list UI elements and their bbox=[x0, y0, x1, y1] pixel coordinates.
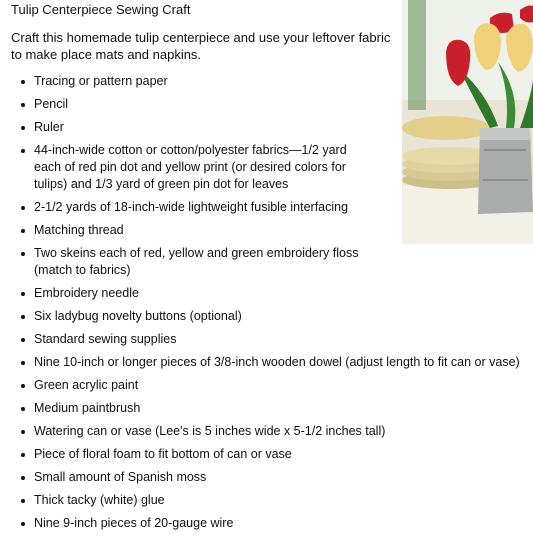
bullet-icon bbox=[21, 407, 25, 411]
bullet-icon bbox=[21, 522, 25, 526]
list-item-text: Tracing or pattern paper bbox=[34, 74, 168, 88]
supplies-list bbox=[0, 73, 520, 538]
bullet-icon bbox=[21, 292, 25, 296]
list-item bbox=[0, 492, 520, 509]
bullet-icon bbox=[21, 229, 25, 233]
bullet-icon bbox=[21, 384, 25, 388]
list-item-text: 44-inch-wide cotton or cotton/polyester fabrics—1/2 yard each of red pin dot and yellow print (or desired colors for tulips) and 1/3 yard of green pin dot for leaves bbox=[34, 143, 347, 191]
bullet-icon bbox=[21, 149, 25, 153]
list-item-text: Six ladybug novelty buttons (optional) bbox=[34, 309, 242, 323]
list-item-text: Piece of floral foam to fit bottom of can or vase bbox=[34, 447, 292, 461]
list-item bbox=[0, 515, 520, 532]
list-item-text: Medium paintbrush bbox=[34, 401, 141, 415]
list-item bbox=[0, 446, 520, 463]
bullet-icon bbox=[21, 252, 25, 256]
bullet-icon bbox=[21, 453, 25, 457]
bullet-icon bbox=[21, 361, 25, 365]
bullet-icon bbox=[21, 126, 25, 130]
list-item bbox=[0, 119, 520, 136]
bullet-icon bbox=[21, 103, 25, 107]
bullet-icon bbox=[21, 476, 25, 480]
list-item-text: Nine 9-inch pieces of 20-gauge wire bbox=[34, 516, 234, 530]
list-item bbox=[0, 469, 520, 486]
bullet-icon bbox=[21, 499, 25, 503]
list-item bbox=[0, 142, 520, 193]
list-item bbox=[0, 354, 520, 371]
list-item bbox=[0, 331, 520, 348]
list-item-text: Thick tacky (white) glue bbox=[34, 493, 165, 507]
bullet-icon bbox=[21, 80, 25, 84]
list-item bbox=[0, 245, 520, 279]
list-item bbox=[0, 285, 520, 302]
list-item-text: Standard sewing supplies bbox=[34, 332, 177, 346]
list-item-text: Pencil bbox=[34, 97, 69, 111]
list-item bbox=[0, 222, 520, 239]
list-item bbox=[0, 199, 520, 216]
bullet-icon bbox=[21, 338, 25, 342]
list-item-text: Embroidery needle bbox=[34, 286, 139, 300]
list-item-text: Ruler bbox=[34, 120, 64, 134]
list-item bbox=[0, 377, 520, 394]
list-item-text: Green acrylic paint bbox=[34, 378, 139, 392]
list-item-text: Nine 10-inch or longer pieces of 3/8-inch wooden dowel (adjust length to fit can or vase) bbox=[34, 355, 520, 369]
list-item bbox=[0, 96, 520, 113]
list-item bbox=[0, 73, 520, 90]
list-item bbox=[0, 308, 520, 325]
list-item bbox=[0, 400, 520, 417]
list-item-text: Matching thread bbox=[34, 223, 124, 237]
list-item-text: 2-1/2 yards of 18-inch-wide lightweight fusible interfacing bbox=[34, 200, 349, 214]
article-intro: Craft this homemade tulip centerpiece and use your leftover fabric to make place mats and napkins. bbox=[11, 30, 391, 62]
list-item bbox=[0, 423, 520, 440]
list-item-text: Small amount of Spanish moss bbox=[34, 470, 207, 484]
list-item-text: Watering can or vase (Lee's is 5 inches wide x 5-1/2 inches tall) bbox=[34, 424, 386, 438]
list-item-text: Two skeins each of red, yellow and green embroidery floss (match to fabrics) bbox=[34, 246, 359, 277]
bullet-icon bbox=[21, 430, 25, 434]
bullet-icon bbox=[21, 206, 25, 210]
article-title: Tulip Centerpiece Sewing Craft bbox=[11, 2, 191, 17]
bullet-icon bbox=[21, 315, 25, 319]
